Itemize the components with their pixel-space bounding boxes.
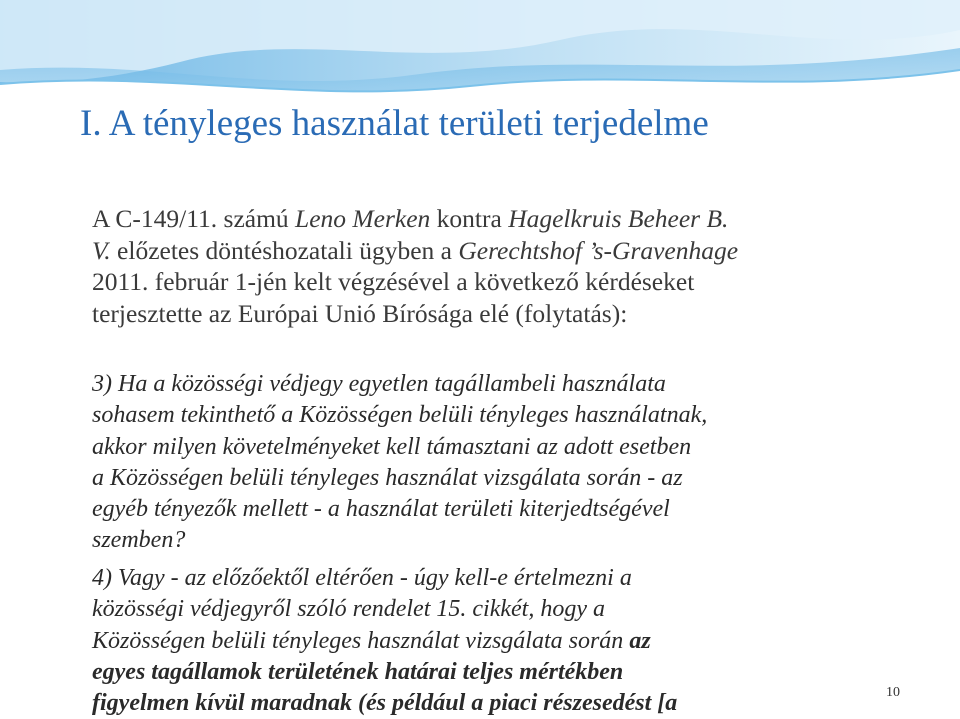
intro-paragraph — [92, 203, 892, 329]
question-4-line-emphasis: egyes tagállamok területének határai teljes mértékben — [92, 658, 624, 685]
intro-line-1 — [92, 203, 892, 235]
question-4-line-emphasis: figyelmen kívül maradnak (és például a piaci részesedést [a — [92, 690, 678, 717]
question-3 — [92, 369, 912, 557]
question-3-line: 3) Ha a közösségi védjegy egyetlen tagállambeli használata — [92, 371, 666, 397]
intro-line-4: terjesztette az Európai Unió Bírósága elé (folytatás): — [92, 298, 628, 328]
intro-line-3: 2011. február 1-jén kelt végzésével a következő kérdéseket — [92, 267, 695, 296]
question-4-line — [92, 626, 912, 657]
intro-text: A C-149/11. számú — [92, 204, 296, 233]
question-3-line: a Közösségen belüli tényleges használat vizsgálata során - az — [92, 464, 683, 491]
party-name: Hagelkruis Beheer B. — [508, 204, 729, 233]
question-4-line: közösségi védjegyről szóló rendelet 15. cikkét, hogy a — [92, 596, 605, 623]
question-3-line: szemben? — [92, 527, 186, 554]
question-4 — [92, 563, 912, 719]
intro-line-2 — [92, 235, 892, 267]
intro-text: kontra — [430, 204, 509, 233]
question-4-emphasis: az — [629, 627, 651, 654]
question-3-line: akkor milyen követelményeket kell támasztani az adott esetben — [92, 433, 692, 460]
page-number: 10 — [886, 685, 900, 700]
court-name: Gerechtshof ’s-Gravenhage — [458, 235, 739, 265]
question-4-line: 4) Vagy - az előzőektől eltérően - úgy kell-e értelmezni a — [92, 565, 632, 591]
party-name: Leno Merken — [295, 204, 431, 233]
question-3-line: sohasem tekinthető a Közösségen belüli tényleges használatnak, — [92, 402, 708, 429]
slide-title: I. A tényleges használat területi terjedelme — [80, 103, 709, 144]
question-4-text: Közösségen belüli tényleges használat vizsgálata során — [92, 627, 630, 654]
header-wave-banner — [0, 0, 960, 110]
party-name: V. — [92, 235, 111, 265]
question-3-line: egyéb tényezők mellett - a használat területi kiterjedtségével — [92, 496, 670, 523]
intro-text: előzetes döntéshozatali ügyben a — [110, 235, 459, 265]
